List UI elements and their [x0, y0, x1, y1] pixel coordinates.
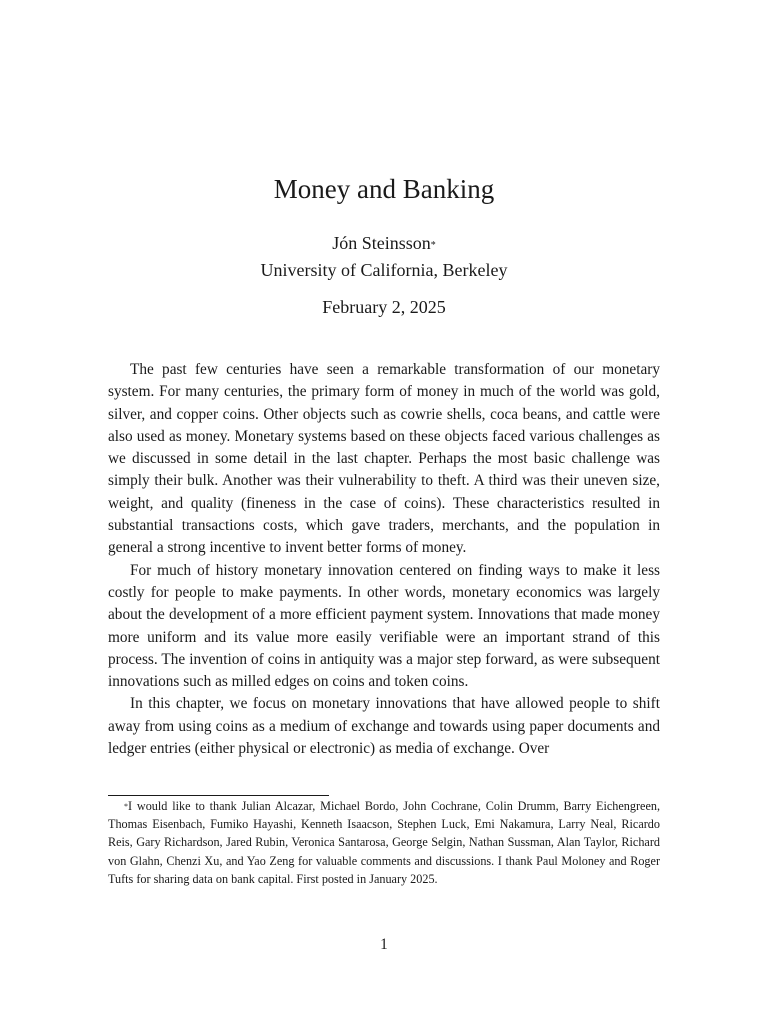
footnote-rule	[108, 795, 329, 796]
page-number: 1	[380, 936, 388, 953]
footnote-mark: *	[124, 802, 128, 811]
author-name: Jón Steinsson	[332, 233, 431, 253]
paragraph: The past few centuries have seen a remarkable transformation of our monetary system. For many centuries, the primary form of money in much of the world was gold, silver, and copper coins. Other objects such as cowrie shells, coca beans, and cattle were also used as money. Monetary systems based on these objects faced various challenges as we discussed in some detail in the last chapter. Perhaps the most basic challenge was simply their bulk. Another was their vulnerability to theft. A third was their uneven size, weight, and quality (fineness in the case of coins). These characteristics resulted in substantial transactions costs, which gave traders, merchants, and the population in general a strong incentive to invent better forms of money.	[108, 361, 660, 557]
footnote-text: I would like to thank Julian Alcazar, Michael Bordo, John Cochrane, Colin Drumm, Barry Eichengreen, Thomas Eisenbach, Fumiko Hayashi, Kenneth Isaacson, Stephen Luck, Emi Nakamura, Larry Neal, Ricardo Reis, Gary Richardson, Jared Rubin, Veronica Santarosa, George Selgin, Nathan Sussman, Alan Taylor, Richard von Glahn, Chenzi Xu, and Yao Zeng for valuable comments and discussions. I thank Paul Moloney and Roger Tufts for sharing data on bank capital. First posted in January 2025.	[108, 799, 660, 886]
footnote	[108, 797, 660, 888]
author-block	[0, 230, 768, 284]
paper-title: Money and Banking	[273, 174, 495, 204]
author-line	[0, 230, 768, 257]
author-footnote-mark: *	[430, 240, 436, 251]
paragraph: For much of history monetary innovation centered on finding ways to make it less costly for people to make payments. In other words, monetary economics was largely about the development of a more efficient payment system. Innovations that made money more uniform and its value more easily verifiable were an important strand of this process. The invention of coins in antiquity was a major step forward, as were subsequent innovations such as milled edges on coins and token coins.	[108, 561, 660, 691]
author-affiliation: University of California, Berkeley	[260, 260, 508, 280]
paper-date: February 2, 2025	[322, 297, 446, 317]
body-text	[108, 359, 660, 760]
paragraph: In this chapter, we focus on monetary innovations that have allowed people to shift away from using coins as a medium of exchange and towards using paper documents and ledger entries (either physical or electronic) as media of exchange. Over	[108, 695, 660, 758]
